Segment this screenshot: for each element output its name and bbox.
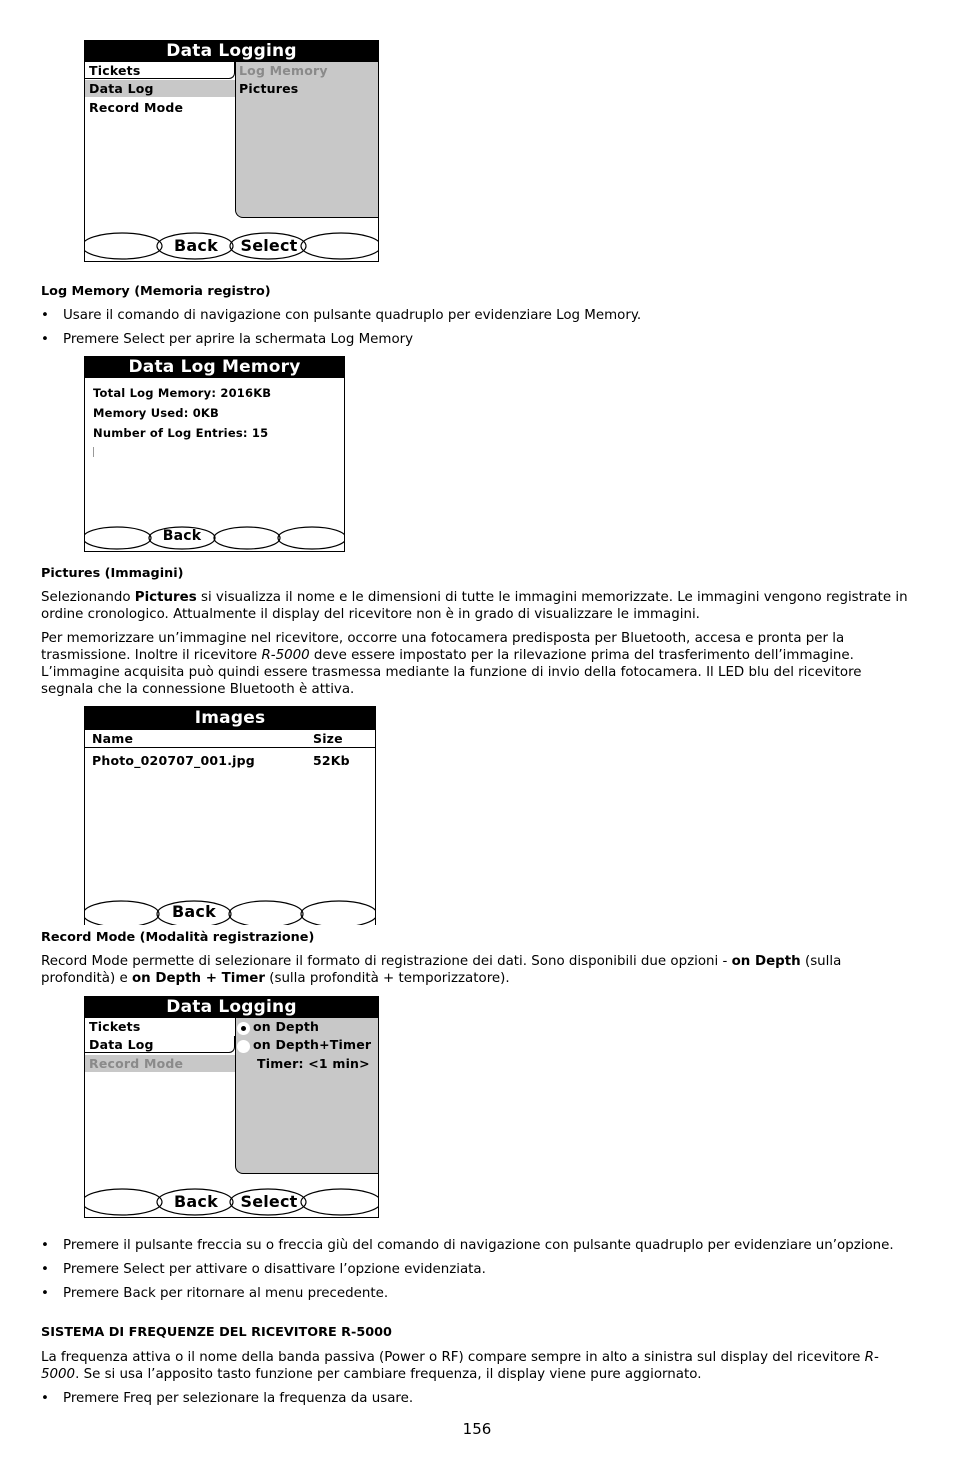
radio-dot-icon [241, 1026, 246, 1031]
bullet-text: Premere il pulsante freccia su o freccia giù del comando di navigazione con pulsante quadruplo per evidenziare un’opzione. [63, 1238, 894, 1253]
back-button[interactable]: Back [174, 236, 218, 255]
softkey-bar [85, 231, 378, 261]
screen-title: Data Log Memory [85, 357, 344, 378]
menu-item-record-mode[interactable]: Record Mode [89, 100, 184, 115]
text-run: (sulla profondità) e [41, 954, 842, 986]
images-screen [84, 706, 376, 925]
softkey-bar [85, 525, 344, 551]
frequency-heading: SISTEMA DI FREQUENZE DEL RICEVITORE R-5000 [41, 1325, 392, 1340]
back-button[interactable]: Back [162, 528, 202, 544]
radio-on-depth-timer[interactable] [237, 1040, 250, 1053]
text-run: La frequenza attiva o il nome della banda passiva (Power o RF) compare sempre in alto a sinistra sul display del ricevitore [41, 1350, 865, 1365]
bullet-text: Premere Select per attivare o disattivare l’opzione evidenziata. [63, 1262, 486, 1277]
log-memory-heading: Log Memory (Memoria registro) [41, 284, 271, 299]
record-mode-screen [84, 996, 379, 1218]
bullet-dot: • [41, 1391, 49, 1406]
menu-item-tickets[interactable]: Tickets [85, 62, 235, 79]
submenu-item-log-memory[interactable]: Log Memory [239, 63, 328, 78]
image-row-size: 52Kb [313, 753, 350, 768]
menu-item-tickets[interactable]: Tickets [89, 1019, 141, 1034]
text-run-italic: R-5000 [261, 648, 310, 663]
menu-item-record-mode[interactable]: Record Mode [85, 1055, 235, 1072]
screen-title: Images [85, 707, 375, 730]
bullet-dot: • [41, 1286, 49, 1301]
header-divider [85, 747, 375, 748]
back-button[interactable]: Back [172, 902, 216, 921]
option-timer[interactable]: Timer: <1 min> [257, 1056, 370, 1071]
column-header-size: Size [313, 731, 343, 746]
text-run: . Se si usa l’apposito tasto funzione per cambiare frequenza, il display viene pure aggiornato. [75, 1367, 702, 1382]
screen-title: Data Logging [85, 41, 378, 62]
record-mode-paragraph [41, 953, 911, 987]
data-log-memory-screen [84, 356, 345, 552]
bullet-dot: • [41, 308, 49, 323]
record-mode-heading: Record Mode (Modalità registrazione) [41, 930, 315, 945]
menu-item-data-log[interactable]: Data Log [85, 80, 235, 97]
bullet-dot: • [41, 1262, 49, 1277]
menu-item-data-log[interactable]: Data Log [85, 1036, 235, 1053]
text-run: Selezionando [41, 590, 135, 605]
data-logging-screen [84, 40, 379, 262]
select-button[interactable]: Select [240, 1192, 298, 1211]
frequency-paragraph [41, 1349, 911, 1383]
softkey-bar [85, 1187, 378, 1217]
select-button[interactable]: Select [240, 236, 298, 255]
text-run: si visualizza il nome e le dimensioni di tutte le immagini memorizzate. Le immagini vengono registrate in ordine cronologico. Attualmente il display del ricevitore non è in grado di visualizzare le immagini. [41, 590, 908, 622]
bullet-text: Premere Freq per selezionare la frequenza da usare. [63, 1391, 414, 1406]
softkey-bar [85, 897, 375, 925]
bullet-text: Premere Back per ritornare al menu precedente. [63, 1286, 389, 1301]
back-button[interactable]: Back [174, 1192, 218, 1211]
page-number: 156 [462, 1420, 492, 1438]
bullet-text: Usare il comando di navigazione con pulsante quadruplo per evidenziare Log Memory. [63, 308, 642, 323]
text-cursor [93, 447, 94, 457]
radio-on-depth[interactable] [237, 1022, 250, 1035]
bullet-dot: • [41, 332, 49, 347]
option-on-depth-timer[interactable]: on Depth+Timer [253, 1037, 372, 1052]
total-log-memory: Total Log Memory: 2016KB [93, 386, 272, 400]
text-run: (sulla profondità + temporizzatore). [264, 971, 510, 986]
text-run-italic: R-5000 [41, 1350, 879, 1382]
text-run-bold: Pictures [134, 590, 197, 605]
bullet-dot: • [41, 1238, 49, 1253]
memory-used: Memory Used: 0KB [93, 406, 219, 420]
softkey-outline [85, 897, 375, 925]
text-run: Record Mode permette di selezionare il formato di registrazione dei dati. Sono disponibili due opzioni - [41, 954, 732, 969]
pictures-paragraph-2 [41, 630, 911, 698]
image-row-name[interactable]: Photo_020707_001.jpg [92, 753, 255, 768]
pictures-paragraph-1 [41, 589, 911, 623]
number-of-log-entries: Number of Log Entries: 15 [93, 426, 269, 440]
column-header-name: Name [92, 731, 134, 746]
screen-title: Data Logging [85, 997, 378, 1018]
submenu-item-pictures[interactable]: Pictures [239, 81, 299, 96]
text-run: Per memorizzare un’immagine nel ricevitore, occorre una fotocamera predisposta per Bluetooth, accesa e pronta per la trasmissione. Inoltre il ricevitore [41, 631, 845, 663]
pictures-heading: Pictures (Immagini) [41, 566, 184, 581]
option-on-depth[interactable]: on Depth [253, 1019, 320, 1034]
bullet-text: Premere Select per aprire la schermata Log Memory [63, 332, 414, 347]
text-run-bold: on Depth [731, 954, 801, 969]
text-run-bold: on Depth + Timer [131, 971, 265, 986]
text-run: deve essere impostato per la rilevazione prima del trasferimento dell’immagine. L’immagine acquisita può quindi essere trasmessa mediante la funzione di invio della fotocamera. Il LED blu del ricevitore segnala che la connessione Bluetooth è attiva. [41, 648, 862, 697]
